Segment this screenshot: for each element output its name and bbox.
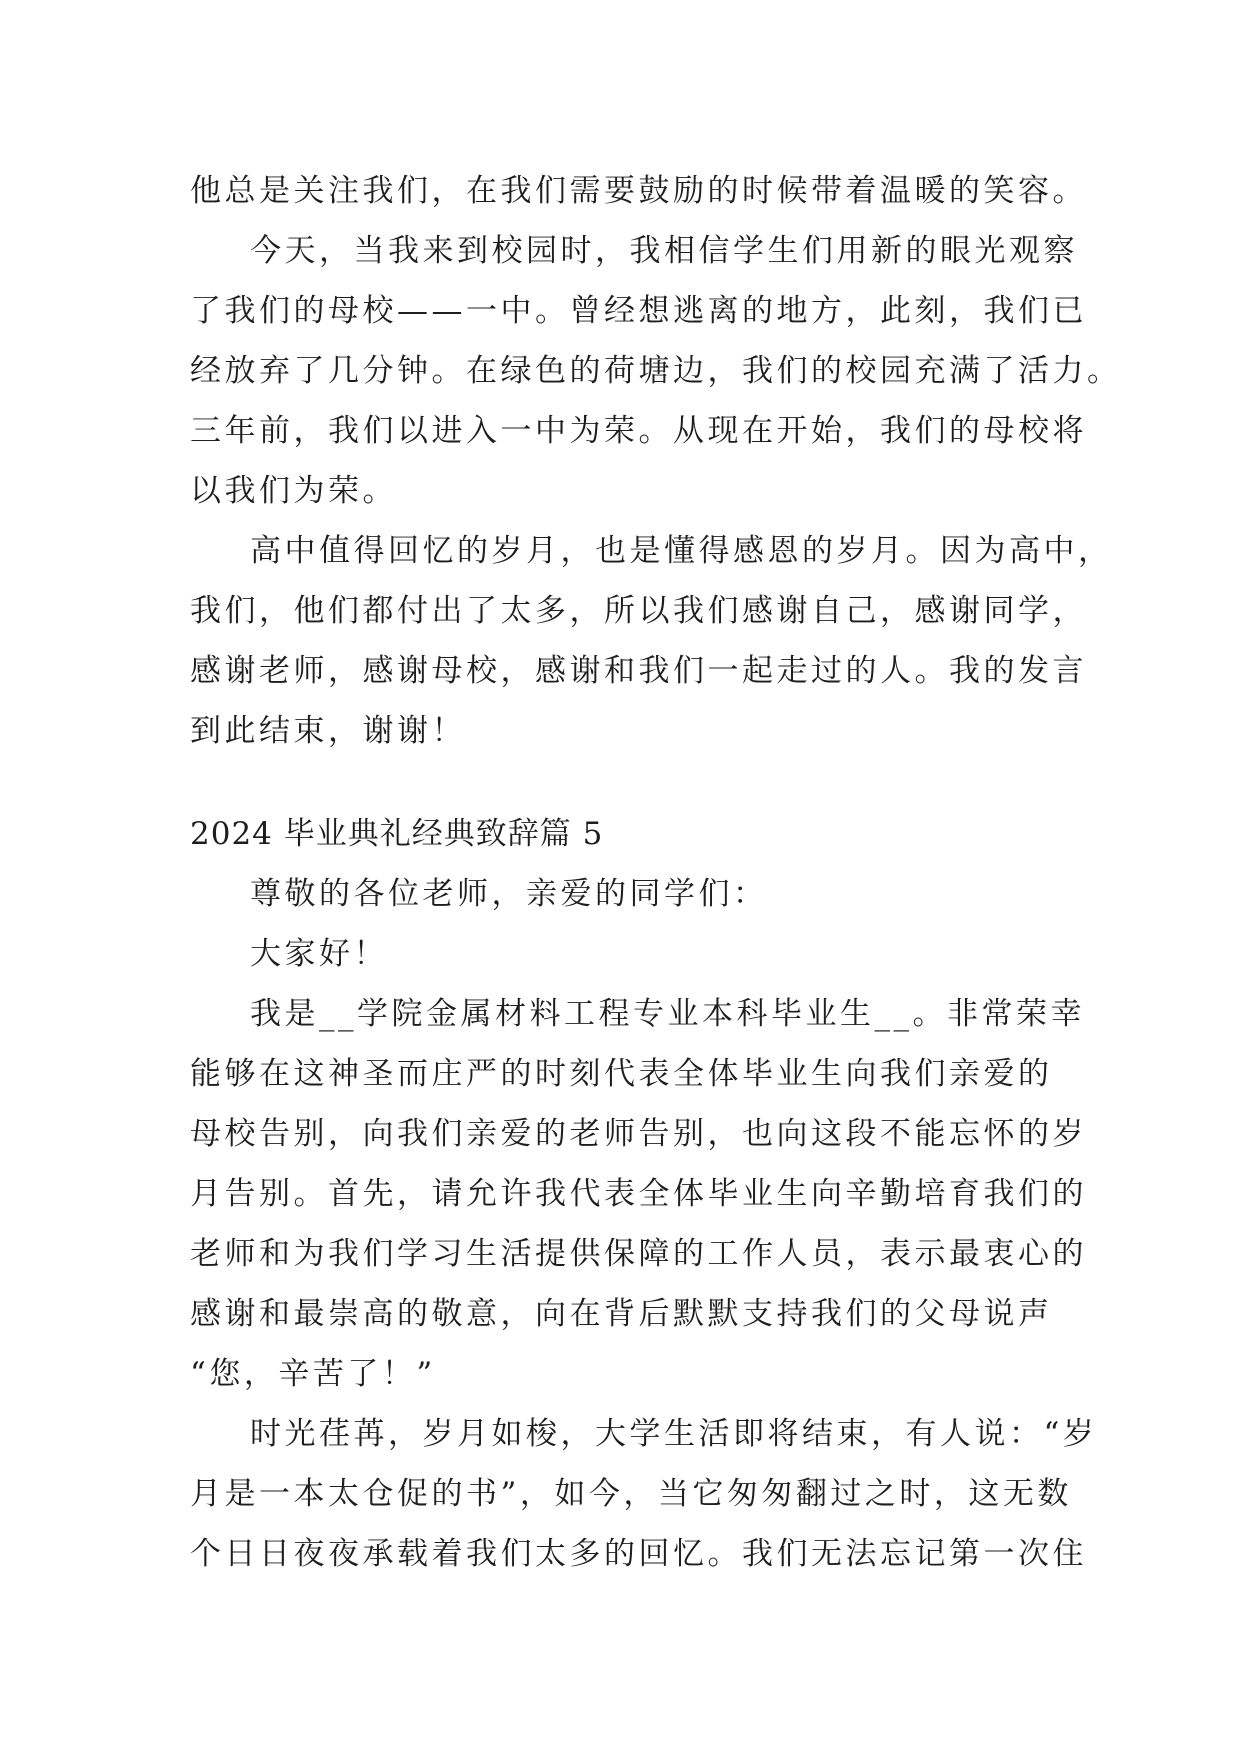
paragraph-line: 个日日夜夜承载着我们太多的回忆。我们无法忘记第一次住 [190, 1536, 1087, 1572]
paragraph-line: 尊敬的各位老师，亲爱的同学们： [250, 876, 768, 912]
paragraph-line: 感谢老师，感谢母校，感谢和我们一起走过的人。我的发言 [190, 653, 1087, 689]
paragraph-line: 高中值得回忆的岁月，也是懂得感恩的岁月。因为高中， [250, 533, 1113, 569]
paragraph-line: 三年前，我们以进入一中为荣。从现在开始，我们的母校将 [190, 413, 1087, 449]
paragraph-line: 到此结束，谢谢！ [190, 713, 466, 749]
paragraph-line: 经放弃了几分钟。在绿色的荷塘边，我们的校园充满了活力。 [190, 353, 1122, 389]
paragraph-line: 我们，他们都付出了太多，所以我们感谢自己，感谢同学， [190, 593, 1087, 629]
paragraph-line: 我是__学院金属材料工程专业本科毕业生__。非常荣幸 [250, 996, 1085, 1032]
paragraph-line: 今天，当我来到校园时，我相信学生们用新的眼光观察 [250, 233, 1078, 269]
paragraph-line: 月告别。首先，请允许我代表全体毕业生向辛勤培育我们的 [190, 1176, 1087, 1212]
paragraph-line: 月是一本太仓促的书”，如今，当它匆匆翻过之时，这无数 [190, 1476, 1072, 1512]
paragraph-line: 他总是关注我们，在我们需要鼓励的时候带着温暖的笑容。 [190, 173, 1087, 209]
paragraph-line: 了我们的母校——一中。曾经想逃离的地方，此刻，我们已 [190, 293, 1087, 329]
paragraph-line: 感谢和最崇高的敬意，向在背后默默支持我们的父母说声 [190, 1296, 1053, 1332]
paragraph-line: “您，辛苦了！” [190, 1356, 436, 1392]
paragraph-line: 能够在这神圣而庄严的时刻代表全体毕业生向我们亲爱的 [190, 1056, 1053, 1092]
section-heading: 2024 毕业典礼经典致辞篇 5 [190, 816, 604, 852]
paragraph-line: 时光荏苒，岁月如梭，大学生活即将结束，有人说：“岁 [250, 1416, 1098, 1452]
paragraph-line: 母校告别，向我们亲爱的老师告别，也向这段不能忘怀的岁 [190, 1116, 1087, 1152]
paragraph-line: 以我们为荣。 [190, 473, 397, 509]
paragraph-line: 老师和为我们学习生活提供保障的工作人员，表示最衷心的 [190, 1236, 1087, 1272]
paragraph-line: 大家好！ [250, 936, 388, 972]
